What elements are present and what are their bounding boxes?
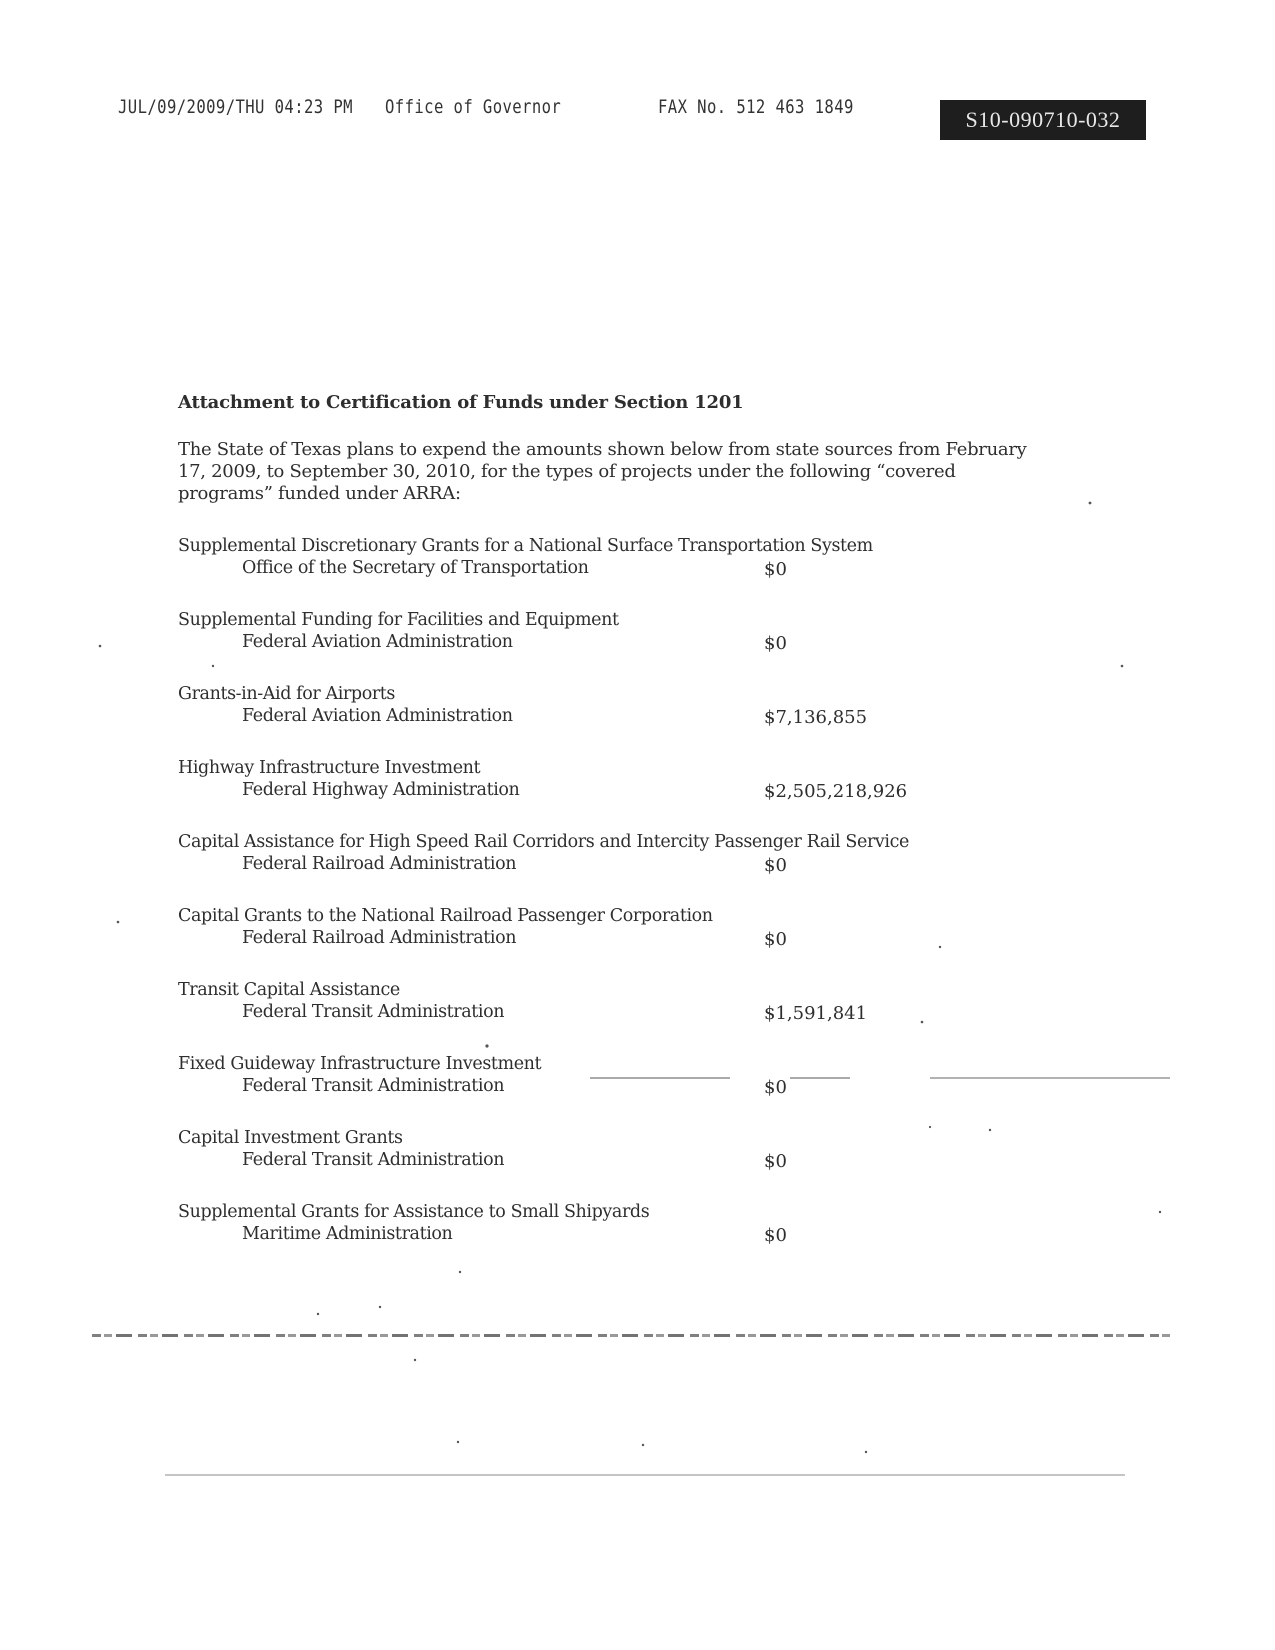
program-name: Fixed Guideway Infrastructure Investment bbox=[178, 1054, 542, 1074]
document-title: Attachment to Certification of Funds under Section 1201 bbox=[178, 392, 744, 413]
program-amount: $0 bbox=[764, 1225, 787, 1246]
program-item bbox=[178, 979, 1038, 1053]
attachment-document bbox=[178, 392, 1038, 1275]
program-agency: Federal Transit Administration bbox=[242, 1002, 505, 1022]
fax-datetime: JUL/09/2009/THU 04:23 PM bbox=[118, 96, 353, 118]
program-agency: Federal Aviation Administration bbox=[242, 706, 513, 726]
program-name: Supplemental Grants for Assistance to Small Shipyards bbox=[178, 1202, 650, 1222]
fax-sender: Office of Governor bbox=[385, 96, 562, 118]
program-name: Transit Capital Assistance bbox=[178, 980, 400, 1000]
program-item bbox=[178, 683, 1038, 757]
program-name: Supplemental Funding for Facilities and Equipment bbox=[178, 610, 619, 630]
fax-number: FAX No. 512 463 1849 bbox=[658, 96, 854, 118]
program-name: Highway Infrastructure Investment bbox=[178, 758, 481, 778]
program-amount: $0 bbox=[764, 929, 787, 950]
program-item bbox=[178, 831, 1038, 905]
program-amount: $0 bbox=[764, 559, 787, 580]
program-amount: $7,136,855 bbox=[764, 707, 868, 728]
program-agency: Federal Railroad Administration bbox=[242, 928, 517, 948]
program-item bbox=[178, 757, 1038, 831]
program-name: Capital Grants to the National Railroad Passenger Corporation bbox=[178, 906, 713, 926]
program-amount: $0 bbox=[764, 633, 787, 654]
program-amount: $0 bbox=[764, 855, 787, 876]
program-list bbox=[178, 535, 1038, 1275]
program-name: Supplemental Discretionary Grants for a National Surface Transportation System bbox=[178, 536, 873, 556]
document-id-stamp: S10-090710-032 bbox=[940, 100, 1146, 140]
program-name: Grants-in-Aid for Airports bbox=[178, 684, 396, 704]
program-amount: $0 bbox=[764, 1077, 787, 1098]
program-agency: Federal Transit Administration bbox=[242, 1076, 505, 1096]
program-amount: $0 bbox=[764, 1151, 787, 1172]
program-amount: $2,505,218,926 bbox=[764, 781, 908, 802]
program-item bbox=[178, 609, 1038, 683]
program-amount: $1,591,841 bbox=[764, 1003, 868, 1024]
program-agency: Federal Railroad Administration bbox=[242, 854, 517, 874]
program-agency: Federal Transit Administration bbox=[242, 1150, 505, 1170]
program-agency: Maritime Administration bbox=[242, 1224, 453, 1244]
program-name: Capital Assistance for High Speed Rail Corridors and Intercity Passenger Rail Service bbox=[178, 832, 909, 852]
program-name: Capital Investment Grants bbox=[178, 1128, 403, 1148]
program-item bbox=[178, 905, 1038, 979]
program-item bbox=[178, 1127, 1038, 1201]
intro-paragraph: The State of Texas plans to expend the amounts shown below from state sources from February 17, 2009, to September 30, 2010, for the types of projects under the following “covered programs” funded under ARRA: bbox=[178, 439, 1027, 504]
scan-artifact-line bbox=[92, 1334, 1172, 1337]
program-agency: Office of the Secretary of Transportation bbox=[242, 558, 589, 578]
program-agency: Federal Highway Administration bbox=[242, 780, 520, 800]
program-item bbox=[178, 1053, 1038, 1127]
program-item bbox=[178, 535, 1038, 609]
program-agency: Federal Aviation Administration bbox=[242, 632, 513, 652]
program-item bbox=[178, 1201, 1038, 1275]
